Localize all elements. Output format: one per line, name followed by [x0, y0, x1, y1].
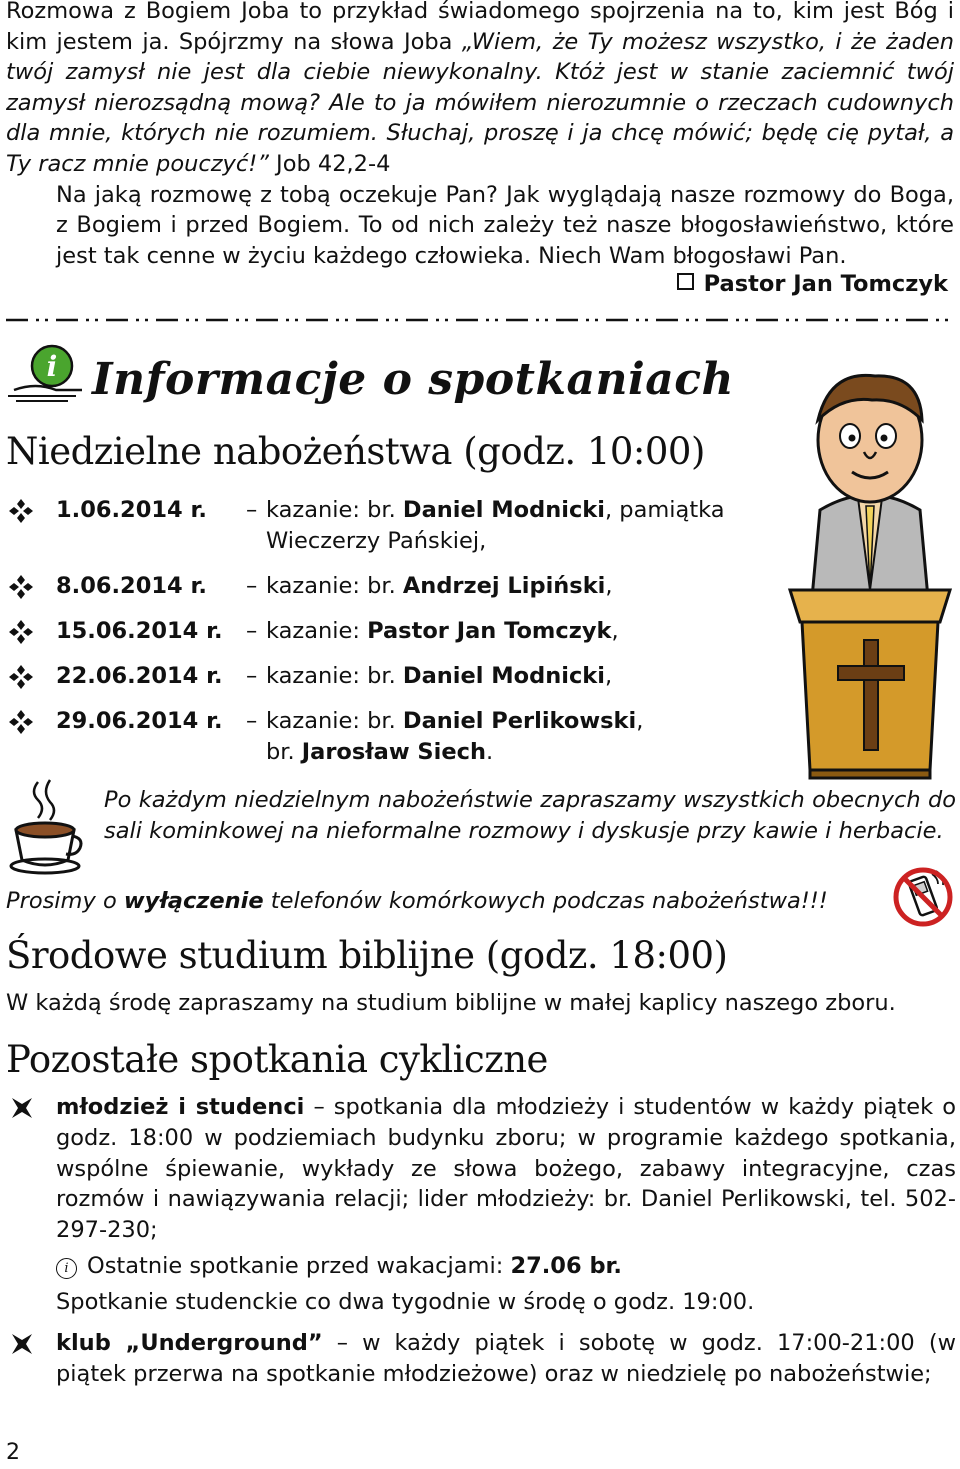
diamond-bullet-icon	[8, 498, 34, 524]
schedule-item: 8.06.2014 r. – kazanie: br. Andrzej Lipiński,	[8, 571, 798, 602]
coffee-invitation: Po każdym niedzielnym nabożeństwie zapraszamy wszystkich obecnych do sali kominkowej na nieformalne rozmowy i dyskusje przy kawie i herbacie.	[104, 787, 956, 844]
student-meeting-note: Spotkanie studenckie co dwa tygodnie w środę o godz. 19:00.	[56, 1288, 755, 1315]
section-title: Informacje o spotkaniach	[92, 354, 734, 405]
youth-meeting-item: młodzież i studenci – spotkania dla młodzieży i studentów w każdy piątek o godz. 18:00 w podziemiach budynku zboru; w programie każdego spotkania, wspólne śpiewanie, wykłady ze słowa bożego, zabawy integracyjne, czas rozmów i nawiązywania relacji; lider młodzieży: br. Daniel Perlikowski, tel. 502-297-230; i Ostatnie spotkanie przed wakacjami: 27.06 br. Spotkanie studenckie co dwa tygodnie w środę o godz. 19:00.	[8, 1092, 956, 1318]
intro-paragraph-2: Na jaką rozmowę z tobą oczekuje Pan? Jak wyglądają nasze rozmowy do Boga, z Bogiem i przed Bogiem. To od nich zależy też nasze błogosławieństwo, które jest tak cenne w życiu każdego człowieka. Niech Wam błogosławi Pan.	[56, 181, 954, 269]
wednesday-heading: Środowe studium biblijne (godz. 18:00)	[6, 934, 728, 977]
fleur-bullet-icon	[10, 1096, 34, 1120]
no-phone-icon	[892, 866, 954, 928]
schedule-item: 1.06.2014 r. – kazanie: br. Daniel Modnicki, pamiątka Wieczerzy Pańskiej,	[8, 495, 798, 557]
diamond-bullet-icon	[8, 619, 34, 645]
schedule-item: 29.06.2014 r. – kazanie: br. Daniel Perlikowski, br. Jarosław Siech.	[8, 706, 798, 768]
info-circle-icon: i	[56, 1258, 77, 1279]
cyclic-meetings-list	[8, 1092, 956, 1318]
signature: Pastor Jan Tomczyk	[677, 271, 948, 297]
diamond-bullet-icon	[8, 664, 34, 690]
svg-text:i: i	[46, 350, 58, 383]
dash-dot-divider	[6, 312, 956, 328]
preacher-illustration	[780, 360, 960, 780]
intro-paragraph-1: Rozmowa z Bogiem Joba to przykład świadomego spojrzenia na to, kim jest Bóg i kim jestem ja. Spójrzmy na słowa Joba „Wiem, że Ty możesz wszystko, i że żaden twój zamysł nie jest dla ciebie niewykonalny. Któż jest w stanie zaciemnić twój zamysł nierozsądną mową? Ale to ja mówiłem nierozumnie o rzeczach cudownych dla mnie, których nie rozumiem. Słuchaj, proszę i ja chcę mówić; będę cię pytał, a Ty racz mnie pouczyć!” Job 42,2-4	[6, 0, 954, 177]
wednesday-text: W każdą środę zapraszamy na studium biblijne w małej kaplicy naszego zboru.	[6, 990, 896, 1016]
cyclic-meetings-list-2	[8, 1328, 956, 1390]
info-icon	[6, 342, 84, 404]
phone-notice: Prosimy o wyłączenie telefonów komórkowych podczas nabożeństwa!!!	[6, 888, 828, 914]
sunday-schedule	[8, 495, 798, 782]
bible-reference: Job 42,2-4	[268, 150, 391, 177]
other-meetings-heading: Pozostałe spotkania cykliczne	[6, 1038, 548, 1081]
diamond-bullet-icon	[8, 709, 34, 735]
job-quote: „Wiem, że Ty możesz wszystko, i że żaden twój zamysł nie jest dla ciebie niewykonalny. Któż jest w stanie zaciemnić twój zamysł nierozsądną mową? Ale to ja mówiłem nierozumnie o rzeczach cudownych dla mnie, których nie rozumiem. Słuchaj, proszę i ja chcę mówić; będę cię pytał, a Ty racz mnie pouczyć!”	[6, 28, 954, 177]
schedule-item: 22.06.2014 r. – kazanie: br. Daniel Modnicki,	[8, 661, 798, 692]
diamond-bullet-icon	[8, 574, 34, 600]
last-meeting-note: i Ostatnie spotkanie przed wakacjami: 27.06 br.	[56, 1251, 956, 1282]
sunday-heading: Niedzielne nabożeństwa (godz. 10:00)	[6, 430, 705, 473]
intro-text	[6, 0, 954, 271]
schedule-item: 15.06.2014 r. – kazanie: Pastor Jan Tomczyk,	[8, 616, 798, 647]
club-meeting-item: klub „Underground” – w każdy piątek i sobotę w godz. 17:00-21:00 (w piątek przerwa na spotkanie młodzieżowe) oraz w niedzielę po nabożeństwie;	[8, 1328, 956, 1390]
checkbox-square-icon	[677, 273, 694, 290]
coffee-cup-icon	[8, 778, 84, 876]
fleur-bullet-icon	[10, 1332, 34, 1356]
page-number: 2	[6, 1440, 20, 1465]
